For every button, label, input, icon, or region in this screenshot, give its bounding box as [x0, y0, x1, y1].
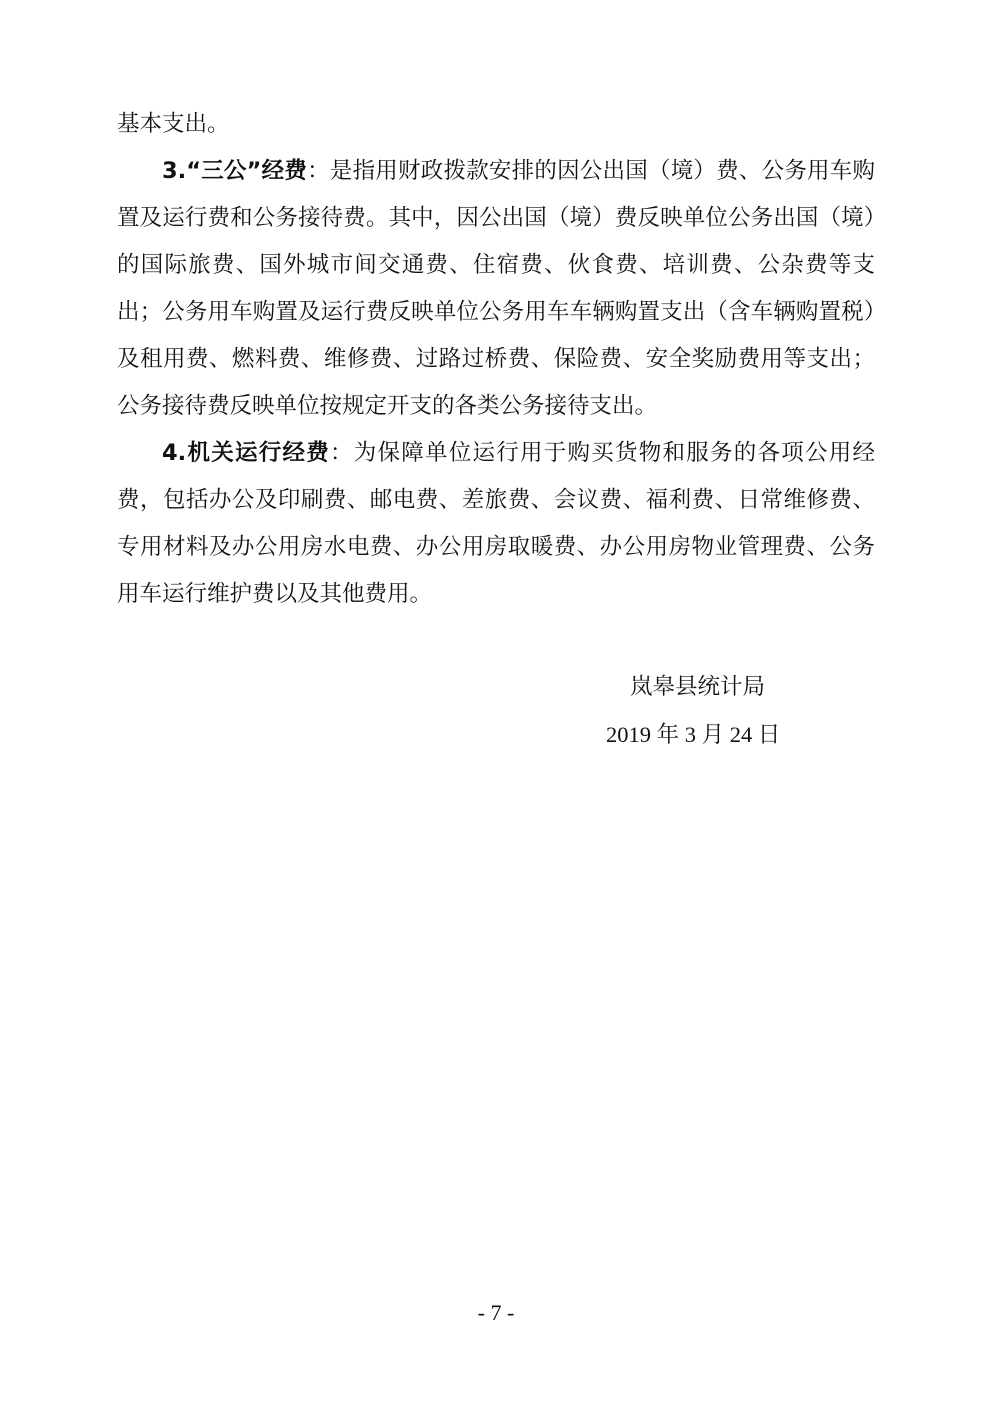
page-number: - 7 -: [477, 1300, 515, 1325]
signature-organization: 岚皋县统计局: [630, 674, 766, 700]
item-3-text: 是指用财政拨款安排的因公出国（境）费、公务用车购置及运行费和公务接待费。其中，因公出国（境）费反映单位公务出国（境）的国际旅费、国外城市间交通费、住宿费、伙食费、培训费、公杂费等支出；公务用车购置及运行费反映单位公务用车车辆购置支出（含车辆购置税）及租用费、燃料费、维修费、过路过桥费、保险费、安全奖励费用等支出；公务接待费反映单位按规定开支的各类公务接待支出。: [117, 158, 875, 419]
item-3-label: 3.“三公”经费: [162, 158, 308, 184]
item-4-label: 4.机关运行经费: [162, 440, 330, 466]
signature-block: [560, 664, 850, 758]
paragraph-continuation: [117, 101, 875, 148]
item-3-colon: ：: [307, 158, 330, 184]
item-4-colon: ：: [329, 440, 354, 466]
paragraph-item-3: [117, 148, 875, 430]
continuation-text: 基本支出。: [117, 111, 230, 137]
document-body: [117, 101, 875, 618]
paragraph-item-4: [117, 430, 875, 618]
signature-date: 2019 年 3 月 24 日: [606, 722, 781, 747]
item-4-text: 为保障单位运行用于购买货物和服务的各项公用经费，包括办公及印刷费、邮电费、差旅费、会议费、福利费、日常维修费、专用材料及办公用房水电费、办公用房取暖费、办公用房物业管理费、公务用车运行维护费以及其他费用。: [117, 440, 875, 607]
